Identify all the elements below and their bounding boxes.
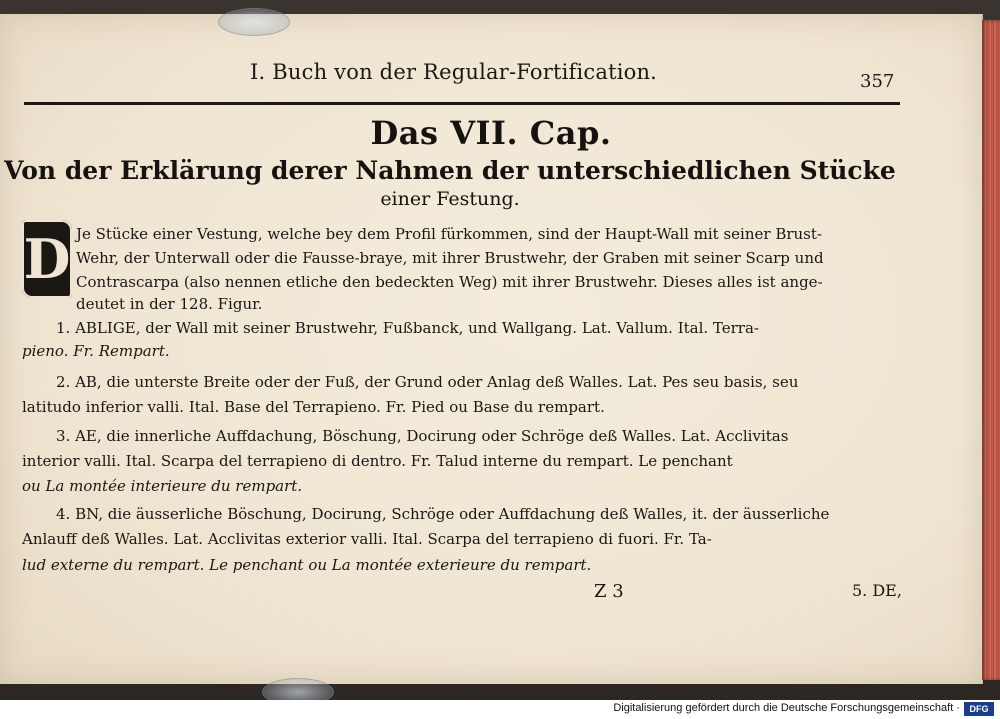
text-line: Anlauff deß Walles. Lat. Acclivitas exterior valli. Ital. Scarpa del terrapieno di fuori. Fr. Ta- [22,530,712,548]
page-number: 357 [860,71,895,92]
text-line: 1. ABLIGE, der Wall mit seiner Brustwehr, Fußbanck, und Wallgang. Lat. Vallum. Ital. Terra- [56,319,759,337]
text-line: interior valli. Ital. Scarpa del terrapieno di dentro. Fr. Talud interne du rempart. Le penchant [22,452,733,470]
text-line: Je Stücke einer Vestung, welche bey dem Profil fürkommen, sind der Haupt-Wall mit seiner Brust- [76,225,822,243]
chapter-subtitle-line1: Von der Erklärung derer Nahmen der unterschiedlichen Stücke [4,156,896,185]
page-edge [982,20,1000,680]
footer-bar [0,700,1000,719]
header-rule [24,102,900,105]
text-line: ou La montée interieure du rempart. [22,477,303,495]
page-clip-top [218,8,290,36]
text-line: lud externe du rempart. Le penchant ou La montée exterieure du rempart. [22,556,592,574]
text-line: 3. AE, die innerliche Auffdachung, Böschung, Docirung oder Schröge deß Walles. Lat. Acclivitas [56,427,789,445]
text-line: 2. AB, die unterste Breite oder der Fuß, der Grund oder Anlag deß Walles. Lat. Pes seu basis, seu [56,373,799,391]
running-head: I. Buch von der Regular-Fortification. [250,60,658,84]
chapter-title: Das VII. Cap. [370,114,612,152]
drop-cap: D [22,220,72,298]
signature-mark: Z 3 [594,581,624,602]
page [0,14,983,684]
chapter-subtitle-line2: einer Festung. [380,188,520,210]
text-line: 4. BN, die äusserliche Böschung, Docirung, Schröge oder Auffdachung deß Walles, it. der äusserliche [56,505,830,523]
catchword: 5. DE, [852,581,902,600]
dfg-logo: DFG [964,702,994,716]
text-line: Contrascarpa (also nennen etliche den bedeckten Weg) mit ihrer Brustwehr. Dieses alles ist ange- [76,273,823,291]
digitization-credit: Digitalisierung gefördert durch die Deutsche Forschungsgemeinschaft · [613,702,960,714]
text-line: deutet in der 128. Figur. [76,295,263,313]
text-line: pieno. Fr. Rempart. [22,342,170,360]
text-line: Wehr, der Unterwall oder die Fausse-braye, mit ihrer Brustwehr, der Graben mit seiner Scarp und [76,249,824,267]
text-line: latitudo inferior valli. Ital. Base del Terrapieno. Fr. Pied ou Base du rempart. [22,398,605,416]
